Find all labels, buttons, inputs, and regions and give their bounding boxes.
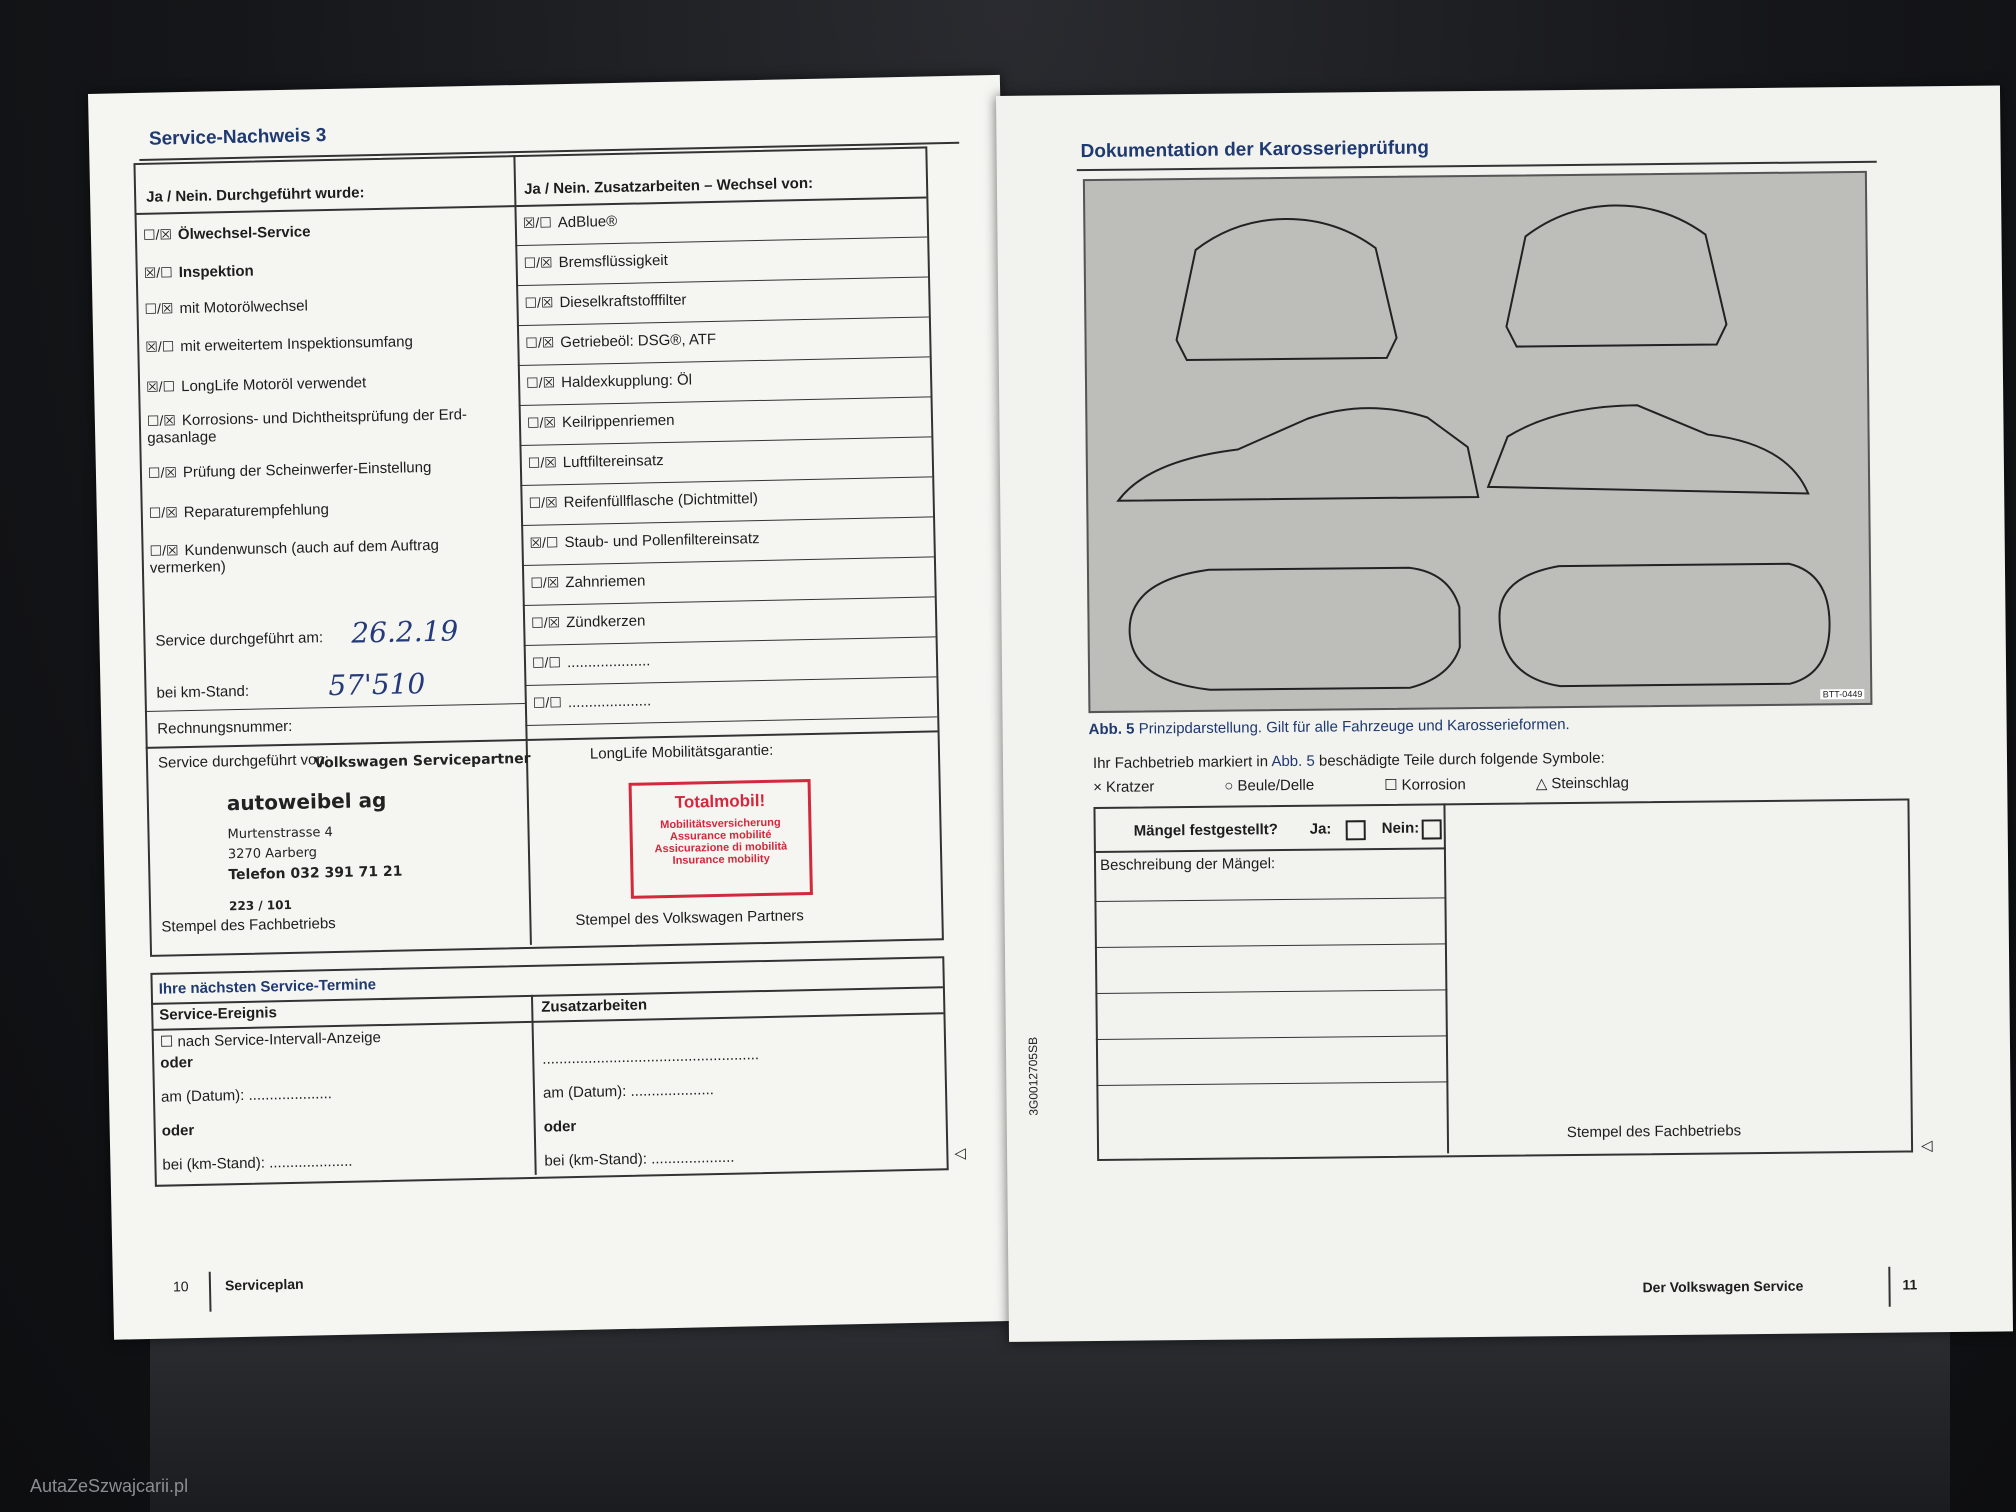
performed-label: Korrosions- und Dichtheitsprüfung der Erd-gasanlage [147, 406, 468, 447]
additional-label: Dieselkraftstofffilter [559, 291, 687, 312]
red-stamp-line4: Insurance mobility [672, 852, 770, 867]
checkbox-pair[interactable]: ☐/☒ [149, 542, 179, 559]
km-label: bei km-Stand: [156, 682, 250, 702]
additional-label: .................... [567, 692, 652, 712]
right-page [996, 85, 2013, 1341]
image-code: BTT-0449 [1822, 688, 1863, 700]
next-service-title: Ihre nächsten Service-Termine [158, 976, 377, 998]
instruction-ref: Abb. 5 [1271, 752, 1315, 771]
additional-row [523, 252, 668, 272]
checkbox-pair[interactable]: ☒/☐ [529, 534, 559, 551]
description-label: Beschreibung der Mängel: [1099, 855, 1276, 874]
checkbox-pair[interactable]: ☐/☒ [526, 414, 557, 431]
checkbox-pair[interactable]: ☐/☒ [524, 294, 554, 311]
checkbox-pair[interactable]: ☐/☒ [142, 226, 173, 243]
stamp-code: 223 / 101 [228, 897, 293, 914]
checkbox-pair[interactable]: ☐/☒ [527, 454, 557, 471]
no-checkbox[interactable] [1422, 819, 1442, 839]
additional-row [533, 692, 652, 711]
symbol-label: Steinschlag [1551, 774, 1629, 793]
symbol-glyph: ○ [1224, 777, 1234, 795]
additional-row [524, 292, 686, 312]
next-interval: ☐ nach Service-Intervall-Anzeige [159, 1029, 382, 1051]
additional-label: Staub- und Pollenfiltereinsatz [564, 530, 760, 552]
checkbox-pair[interactable]: ☒/☐ [522, 214, 552, 231]
symbol-glyph: × [1093, 778, 1103, 797]
yes-label: Ja: [1309, 820, 1332, 838]
right-title-rule [1077, 161, 1877, 171]
km-value: 57'510 [328, 667, 426, 703]
left-footer-section: Serviceplan [224, 1275, 304, 1294]
red-stamp-line1: Mobilitätsversicherung [660, 816, 781, 832]
additional-row [523, 213, 618, 232]
checkbox-pair[interactable]: ☐/☒ [531, 614, 561, 631]
yes-checkbox[interactable] [1346, 820, 1366, 840]
additional-row [527, 412, 675, 432]
no-label: Nein: [1381, 819, 1420, 838]
checkbox-pair[interactable]: ☐/☒ [528, 494, 558, 511]
red-stamp [629, 779, 813, 899]
symbol-label: Beule/Delle [1237, 776, 1315, 795]
right-page-number: 11 [1902, 1276, 1918, 1293]
right-page-title: Dokumentation der Karosserieprüfung [1080, 137, 1430, 163]
checkbox-pair[interactable]: ☐/☒ [147, 464, 178, 481]
additional-row [526, 371, 692, 391]
car-side-right-view [1487, 404, 1808, 497]
right-stamp-label: Stempel des Fachbetriebs [1566, 1122, 1742, 1142]
checkbox-pair[interactable]: ☐/☒ [144, 300, 174, 317]
additional-label: Haldexkupplung: Öl [560, 371, 693, 392]
additional-label: AdBlue® [557, 212, 618, 232]
next-col2-header: Zusatzarbeiten [541, 996, 648, 1016]
symbol-label: Korrosion [1401, 776, 1466, 794]
col1-header: Ja / Nein. Durchgeführt wurde: [145, 184, 365, 206]
additional-label: Bremsflüssigkeit [558, 251, 668, 272]
car-side-left-view [1117, 407, 1478, 501]
defects-table [1093, 798, 1913, 1161]
red-stamp-line3: Assicurazione di mobilità [654, 840, 788, 856]
checkbox-pair[interactable]: ☒/☐ [145, 378, 176, 395]
checkbox-pair[interactable]: ☐/☒ [525, 334, 555, 351]
service-date-value: 26.2.19 [351, 614, 459, 650]
damage-symbols [1093, 771, 1813, 797]
next-km-left: bei (km-Stand): .................... [162, 1152, 353, 1174]
left-arrow: ◁ [954, 1144, 967, 1163]
car-bottom-view [1499, 563, 1830, 686]
checkbox-pair[interactable]: ☐/☐ [531, 654, 562, 671]
next-col1-header: Service-Ereignis [159, 1004, 278, 1024]
checkbox-pair[interactable]: ☒/☐ [143, 264, 173, 281]
stamp-partner-label: Stempel des Volkswagen Partners [575, 907, 805, 929]
performed-label: mit erweitertem Inspektionsumfang [180, 333, 414, 356]
next-date-right: am (Datum): .................... [542, 1081, 715, 1102]
next-dots: .................................................... [542, 1046, 760, 1068]
additional-label: Reifenfüllflasche (Dichtmittel) [563, 490, 759, 512]
spine-code: 3G0012705SB [1025, 1036, 1041, 1116]
stamp-workshop-label: Stempel des Fachbetriebs [161, 914, 336, 936]
left-page-title: Service-Nachweis 3 [148, 125, 327, 150]
right-footer-brand: Der Volkswagen Service [1642, 1277, 1804, 1296]
symbol-item [1384, 775, 1466, 794]
next-km-right: bei (km-Stand): .................... [544, 1148, 735, 1170]
additional-row [531, 612, 646, 631]
additional-row [528, 452, 664, 472]
car-outlines [1085, 173, 1871, 711]
additional-label: Zahnriemen [565, 572, 646, 592]
defects-label: Mängel festgestellt? [1133, 821, 1278, 840]
performed-label: Inspektion [178, 262, 254, 282]
checkbox-pair[interactable]: ☐/☒ [146, 412, 177, 429]
right-arrow: ◁ [1920, 1137, 1933, 1155]
left-page [88, 75, 1026, 1340]
symbol-item [1224, 777, 1314, 796]
performed-label: Prüfung der Scheinwerfer-Einstellung [182, 458, 432, 482]
left-page-number: 10 [172, 1278, 189, 1295]
symbol-label: Kratzer [1105, 778, 1155, 796]
footer-rule [209, 1272, 212, 1312]
stamp-city: 3270 Aarberg [227, 845, 318, 863]
checkbox-pair[interactable]: ☐/☐ [532, 694, 563, 711]
service-date-label: Service durchgeführt am: [155, 629, 324, 650]
stamp-company-name: autoweibel ag [226, 787, 387, 816]
checkbox-pair[interactable]: ☒/☐ [145, 338, 175, 355]
car-front-view [1505, 204, 1726, 346]
col2-header: Ja / Nein. Zusatzarbeiten – Wechsel von: [523, 174, 814, 198]
performed-label: mit Motorölwechsel [179, 297, 309, 318]
oder-2: oder [161, 1122, 195, 1140]
oder-3: oder [543, 1118, 577, 1136]
invoice-label: Rechnungsnummer: [157, 717, 293, 738]
instruction-post: beschädigte Teile durch folgende Symbole: [1318, 749, 1605, 770]
symbol-item [1093, 778, 1154, 797]
partner-label: Volkswagen Servicepartner [313, 750, 531, 772]
checkbox-pair[interactable]: ☐/☒ [523, 254, 553, 271]
instruction-pre: Ihr Fachbetrieb markiert in [1092, 753, 1269, 773]
red-stamp-title: Totalmobil! [674, 790, 766, 812]
watermark: AutaZeSzwajcarii.pl [30, 1476, 189, 1496]
additional-label: Luftfiltereinsatz [562, 452, 664, 472]
additional-label: Keilrippenriemen [561, 411, 675, 432]
symbol-glyph: ☐ [1384, 776, 1398, 794]
checkbox-pair[interactable]: ☐/☒ [530, 574, 560, 591]
checkbox-pair[interactable]: ☐/☒ [148, 504, 178, 521]
performed-label: LongLife Motoröl verwendet [180, 374, 367, 396]
symbol-glyph: △ [1535, 775, 1548, 793]
stamp-phone: Telefon 032 391 71 21 [228, 863, 403, 884]
performed-by-label: Service durchgeführt von: [157, 751, 330, 772]
oder-1: oder [160, 1054, 193, 1072]
performed-label: Reparaturempfehlung [183, 501, 330, 522]
additional-label: Zündkerzen [565, 612, 646, 632]
mobility-label: LongLife Mobilitätsgarantie: [589, 741, 774, 763]
performed-label: Kundenwunsch (auch auf dem Auftrag vermerken) [149, 536, 440, 577]
symbol-item [1536, 773, 1629, 792]
additional-row [530, 572, 645, 591]
right-footer-rule [1888, 1267, 1890, 1307]
car-diagram [1083, 171, 1873, 713]
stamp-street: Murtenstrasse 4 [227, 825, 333, 843]
additional-label: .................... [566, 652, 651, 672]
additional-label: Getriebeöl: DSG®, ATF [560, 330, 717, 352]
car-rear-view [1175, 218, 1396, 360]
checkbox-pair[interactable]: ☐/☒ [525, 374, 556, 391]
additional-row [532, 652, 651, 671]
red-stamp-line2: Assurance mobilité [669, 828, 772, 843]
caption-text: Prinzipdarstellung. Gilt für alle Fahrzeuge und Karosserieformen. [1138, 716, 1570, 738]
car-top-view [1129, 567, 1460, 690]
next-date-left: am (Datum): .................... [160, 1085, 333, 1106]
performed-label: Ölwechsel-Service [177, 223, 311, 244]
caption-prefix: Abb. 5 [1088, 720, 1135, 739]
